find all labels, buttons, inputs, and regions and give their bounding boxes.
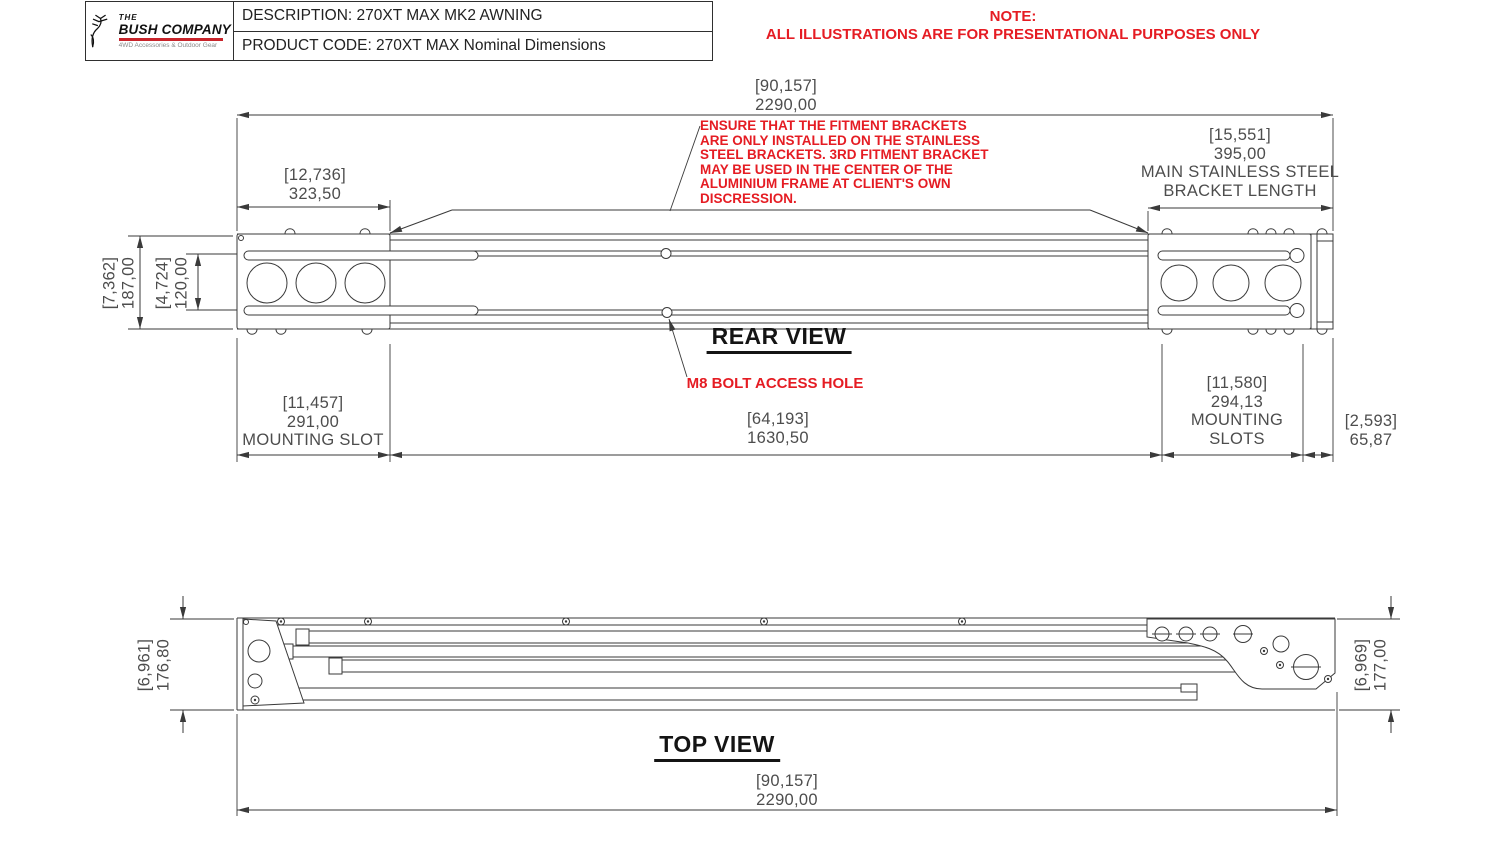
dim-mm: 65,87 [1349,430,1393,449]
top-rail-bolts [278,618,1297,625]
note-body: ALL ILLUSTRATIONS ARE FOR PRESENTATIONAL PURPOSES ONLY [765,26,1261,43]
dim-inches: [2,593] [1344,412,1398,430]
logo-tagline: 4WD Accessories & Outdoor Gear [118,42,218,49]
logo-red-bar [119,38,223,41]
dim-mm: 2290,00 [755,95,817,114]
dim-center-span [747,410,809,447]
m8-bolt-callout: M8 BOLT ACCESS HOLE [686,375,864,392]
dim-mm: 323,50 [288,184,342,203]
dim-rear-overall [755,77,817,114]
dim-inches: [4,724] [153,256,172,310]
dim-label: MOUNTING SLOT [242,431,384,449]
note-heading: NOTE: [989,8,1037,25]
dim-mm: 291,00 [286,412,340,431]
title-block [85,1,713,61]
dim-inches: [15,551] [1208,126,1272,144]
dim-top-overall [756,772,818,809]
dim-end-offset [1345,412,1398,449]
dim-label: MOUNTING [1190,411,1284,429]
dim-mounting-slot-left [242,394,383,450]
dim-mm: 294,13 [1210,392,1264,411]
fitment-warning-text: ENSURE THAT THE FITMENT BRACKETS ARE ONLY INSTALLED ON THE STAINLESS STEEL BRACKETS. 3RD FITMENT BRACKET MAY BE USED IN THE CENTER OF THE ALUMINIUM FRAME AT CLIENT'S OWN DISCRESSION. [700,118,989,206]
dim-mm: 2290,00 [756,790,818,809]
dim-inches: [7,362] [100,256,119,310]
presentation-note [766,8,1260,44]
top-left-plate [243,619,304,706]
dim-mm: 176,80 [154,638,172,692]
dim-inner-height [154,257,191,310]
rear-view-title: REAR VIEW [707,323,852,354]
dim-inches: [11,457] [282,394,344,412]
dim-inches: [90,157] [754,77,818,95]
dim-inches: [12,736] [283,166,347,184]
dim-top-right-depth [1353,639,1390,692]
dim-beam-height [101,257,138,310]
rear-left-bracket [237,229,478,335]
dim-label: SLOTS [1209,429,1265,448]
top-view-title: TOP VIEW [654,731,780,762]
dim-left-bracket-width [284,166,346,203]
logo-brand-top: THE [118,13,138,22]
dim-label: BRACKET LENGTH [1163,181,1317,200]
logo-brand-main: BUSH COMPANY [118,22,231,37]
description-field: DESCRIPTION: 270XT MAX MK2 AWNING [242,7,543,25]
dim-mm: 120,00 [172,256,190,310]
dim-main-bracket-length [1141,126,1339,200]
dim-mm: 177,00 [1371,638,1389,692]
antler-icon [88,9,115,53]
dim-inches: [90,157] [755,772,819,790]
dim-inches: [64,193] [746,410,810,428]
dim-mm: 395,00 [1213,144,1267,163]
dim-label: MAIN STAINLESS STEEL [1140,163,1340,181]
dim-inches: [6,961] [135,638,154,692]
dim-mm: 1630,50 [747,428,809,447]
top-view-drawing [237,618,1335,710]
product-code-field: PRODUCT CODE: 270XT MAX Nominal Dimensions [234,31,712,61]
dim-inches: [11,580] [1206,374,1268,392]
dim-inches: [6,969] [1352,638,1371,692]
dim-mounting-slots-right [1191,374,1283,448]
bush-company-logo [86,2,234,60]
rear-right-bracket [1148,229,1333,335]
dim-mm: 187,00 [119,256,137,310]
dimension-lines [128,115,1400,816]
dim-top-left-depth [136,639,173,692]
